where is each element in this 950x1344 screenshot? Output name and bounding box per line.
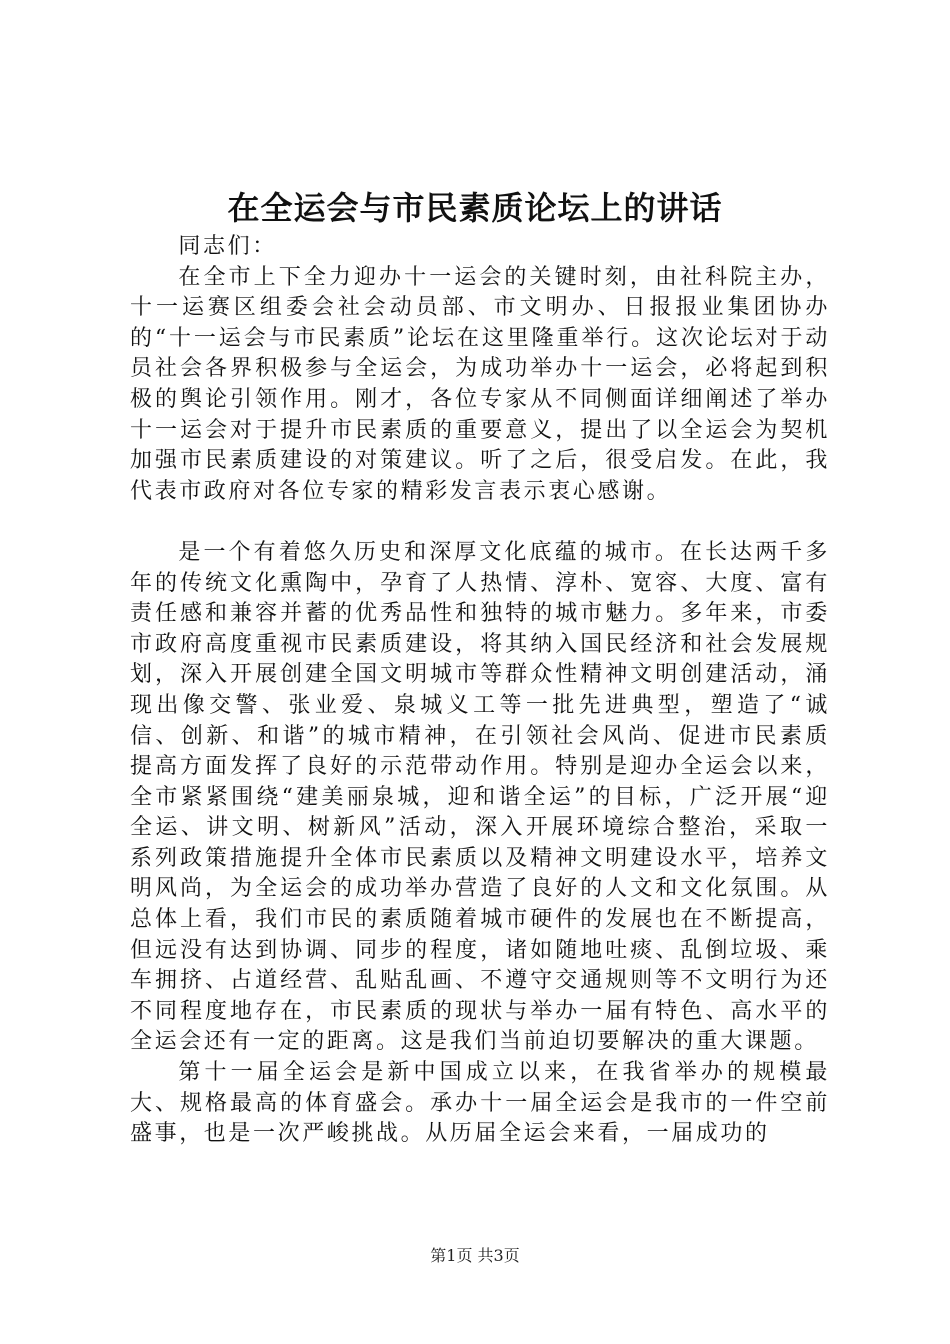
page-footer: 第1页 共3页 [430,1246,520,1265]
document-body [130,232,830,1150]
document-title: 在全运会与市民素质论坛上的讲话 [227,189,723,227]
paragraph-2: 是一个有着悠久历史和深厚文化底蕴的城市。在长达两千多年的传统文化熏陶中，孕育了人热情、淳朴、宽容、大度、富有责任感和兼容并蓄的优秀品性和独特的城市魅力。多年来，市委市政府高度重视市民素质建设，将其纳入国民经济和社会发展规划，深入开展创建全国文明城市等群众性精神文明创建活动，涌现出像交警、张业爱、泉城义工等一批先进典型，塑造了“诚信、创新、和谐”的城市精神，在引领社会风尚、促进市民素质提高方面发挥了良好的示范带动作用。特别是迎办全运会以来，全市紧紧围绕“建美丽泉城，迎和谐全运”的目标，广泛开展“迎全运、讲文明、树新风”活动，深入开展环境综合整治，采取一系列政策措施提升全体市民素质以及精神文明建设水平，培养文明风尚，为全运会的成功举办营造了良好的人文和文化氛围。从总体上看，我们市民的素质随着城市硬件的发展也在不断提高，但远没有达到协调、同步的程度，诸如随地吐痰、乱倒垃圾、乘车拥挤、占道经营、乱贴乱画、不遵守交通规则等不文明行为还不同程度地存在，市民素质的现状与举办一届有特色、高水平的全运会还有一定的距离。这是我们当前迫切要解决的重大课题。 [130,539,830,1055]
salutation: 同志们： [178,234,277,259]
paragraph-3: 第十一届全运会是新中国成立以来，在我省举办的规模最大、规格最高的体育盛会。承办十一届全运会是我市的一件空前盛事，也是一次严峻挑战。从历届全运会来看，一届成功的 [130,1060,830,1147]
paragraph-1: 在全市上下全力迎办十一运会的关键时刻，由社科院主办，十一运赛区组委会社会动员部、市文明办、日报报业集团协办的“十一运会与市民素质”论坛在这里隆重举行。这次论坛对于动员社会各界积极参与全运会，为成功举办十一运会，必将起到积极的舆论引领作用。刚才，各位专家从不同侧面详细阐述了举办十一运会对于提升市民素质的重要意义，提出了以全运会为契机加强市民素质建设的对策建议。听了之后，很受启发。在此，我代表市政府对各位专家的精彩发言表示衷心感谢。 [130,264,830,504]
